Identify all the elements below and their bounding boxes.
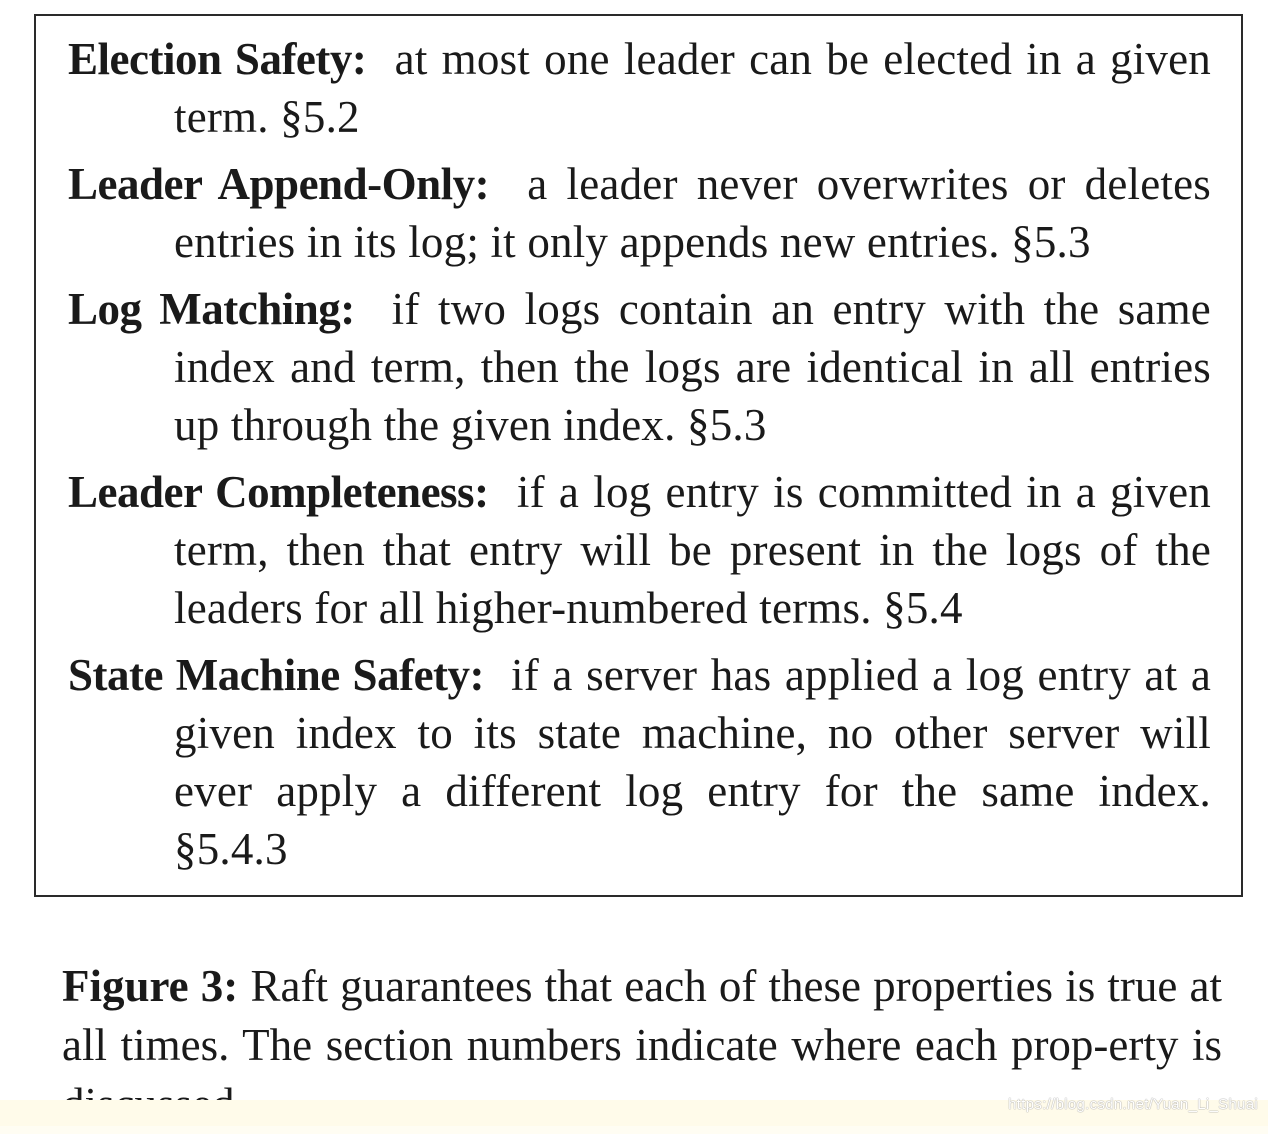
property-description: if a log entry is committed in a given term, then that entry will be present in the logs of the leaders for all higher-numbered terms. §5.4 [174,467,1211,633]
property-log-matching [68,280,1211,454]
property-description: a leader never overwrites or deletes entries in its log; it only appends new entries. §5.3 [174,159,1212,267]
caption-text: Raft guarantees that each of these properties is true at all times. The section numbers indicate where each prop-erty is [62,961,1222,1070]
properties-box [34,14,1243,897]
property-name: Election Safety: [68,34,367,84]
property-name: State Machine Safety: [68,650,485,700]
watermark: https://blog.csdn.net/Yuan_Li_Shuai [1008,1096,1258,1113]
property-election-safety [68,30,1211,146]
property-description: at most one leader can be elected in a given term. §5.2 [174,34,1211,142]
property-name: Leader Completeness: [68,467,489,517]
property-name: Log Matching: [68,284,355,334]
property-description: if a server has applied a log entry at a given index to its state machine, no other server will ever apply a different log entry for the same index. §5.4.3 [174,650,1211,874]
caption-label: Figure 3: [62,961,239,1011]
property-description: if two logs contain an entry with the same index and term, then the logs are identical in all entries up through the given index. §5.3 [174,284,1211,450]
property-leader-append-only [68,155,1211,271]
property-name: Leader Append-Only: [68,159,490,209]
property-state-machine-safety [68,646,1211,878]
property-leader-completeness [68,463,1211,637]
